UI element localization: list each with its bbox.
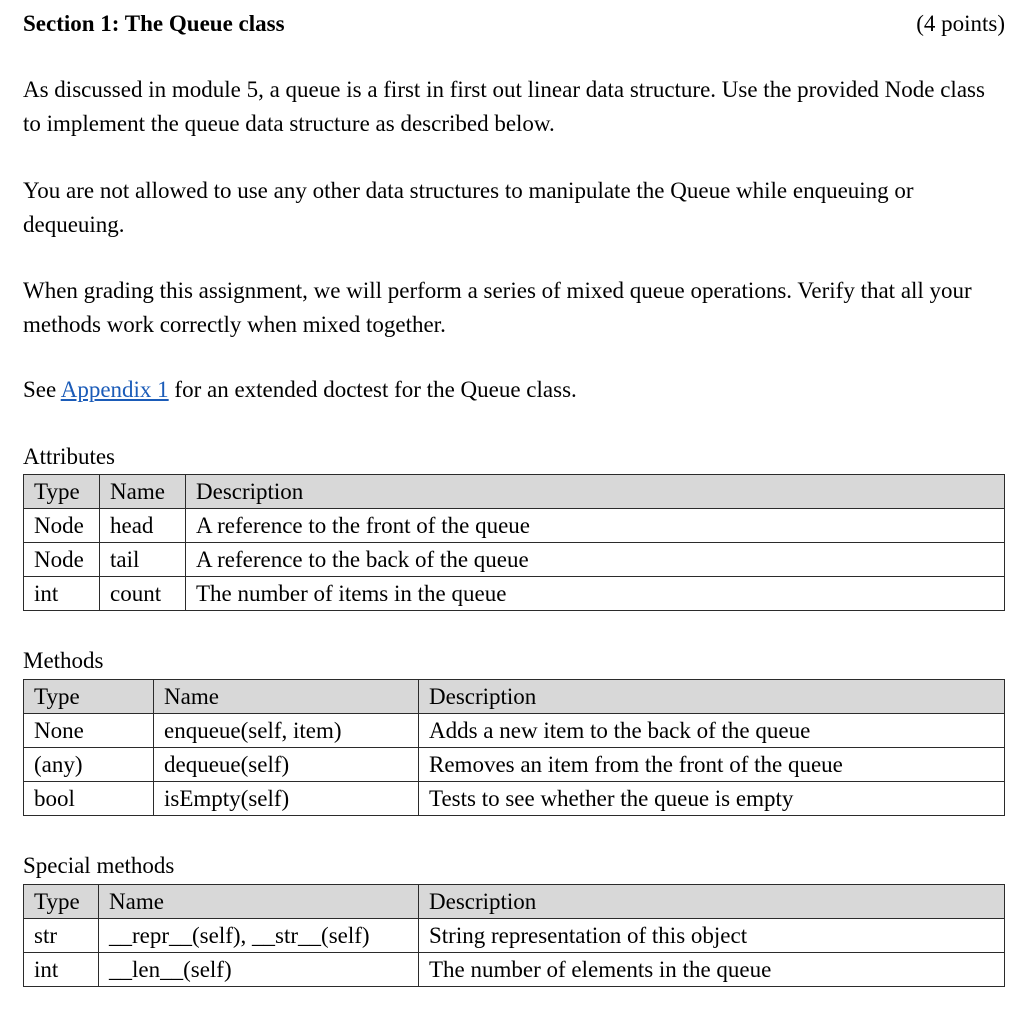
appendix-link[interactable]: Appendix 1 [60,377,169,402]
table-row [24,748,1005,782]
column-header: Description [419,680,1005,714]
table-cell: The number of elements in the queue [419,953,1005,987]
special-methods-caption: Special methods [23,853,175,878]
table-cell: tail [100,543,186,577]
table-row [24,714,1005,748]
table-cell: __len__(self) [99,953,419,987]
table-cell: dequeue(self) [154,748,419,782]
column-header: Description [419,885,1005,919]
column-header: Name [99,885,419,919]
table-row [24,509,1005,543]
table-cell: isEmpty(self) [154,782,419,816]
table-cell: count [100,577,186,611]
table-cell: A reference to the front of the queue [186,509,1005,543]
table-cell: str [24,919,99,953]
appendix-suffix: for an extended doctest for the Queue class. [168,377,577,402]
table-cell: bool [24,782,154,816]
column-header: Description [186,475,1005,509]
table-row [24,543,1005,577]
intro-paragraph: As discussed in module 5, a queue is a first in first out linear data structure. Use the provided Node class to implement the queue data structure as described below. [23,77,985,136]
table-cell: enqueue(self, item) [154,714,419,748]
table-cell: String representation of this object [419,919,1005,953]
column-header: Type [24,680,154,714]
table-cell: Adds a new item to the back of the queue [419,714,1005,748]
methods-table [23,679,1005,816]
table-header-row [24,680,1005,714]
attributes-caption: Attributes [23,444,115,469]
table-header-row [24,475,1005,509]
table-row [24,919,1005,953]
restriction-paragraph: You are not allowed to use any other data structures to manipulate the Queue while enqueuing or dequeuing. [23,178,914,237]
column-header: Name [154,680,419,714]
table-cell: None [24,714,154,748]
column-header: Name [100,475,186,509]
table-cell: head [100,509,186,543]
table-cell: Tests to see whether the queue is empty [419,782,1005,816]
appendix-prefix: See [23,377,61,402]
table-cell: Removes an item from the front of the queue [419,748,1005,782]
section-points: (4 points) [916,11,1005,36]
column-header: Type [24,885,99,919]
table-cell: A reference to the back of the queue [186,543,1005,577]
attributes-table [23,474,1005,611]
table-cell: Node [24,509,100,543]
table-cell: The number of items in the queue [186,577,1005,611]
table-cell: (any) [24,748,154,782]
section-title: Section 1: The Queue class [23,11,285,36]
appendix-paragraph [23,373,1008,407]
column-header: Type [24,475,100,509]
table-header-row [24,885,1005,919]
special-methods-table [23,884,1005,987]
table-row [24,577,1005,611]
table-cell: __repr__(self), __str__(self) [99,919,419,953]
table-row [24,953,1005,987]
table-cell: Node [24,543,100,577]
methods-caption: Methods [23,648,104,673]
table-cell: int [24,577,100,611]
section-heading [23,8,1005,40]
table-row [24,782,1005,816]
grading-paragraph: When grading this assignment, we will perform a series of mixed queue operations. Verify that all your methods work correctly when mixed together. [23,278,972,337]
table-cell: int [24,953,99,987]
